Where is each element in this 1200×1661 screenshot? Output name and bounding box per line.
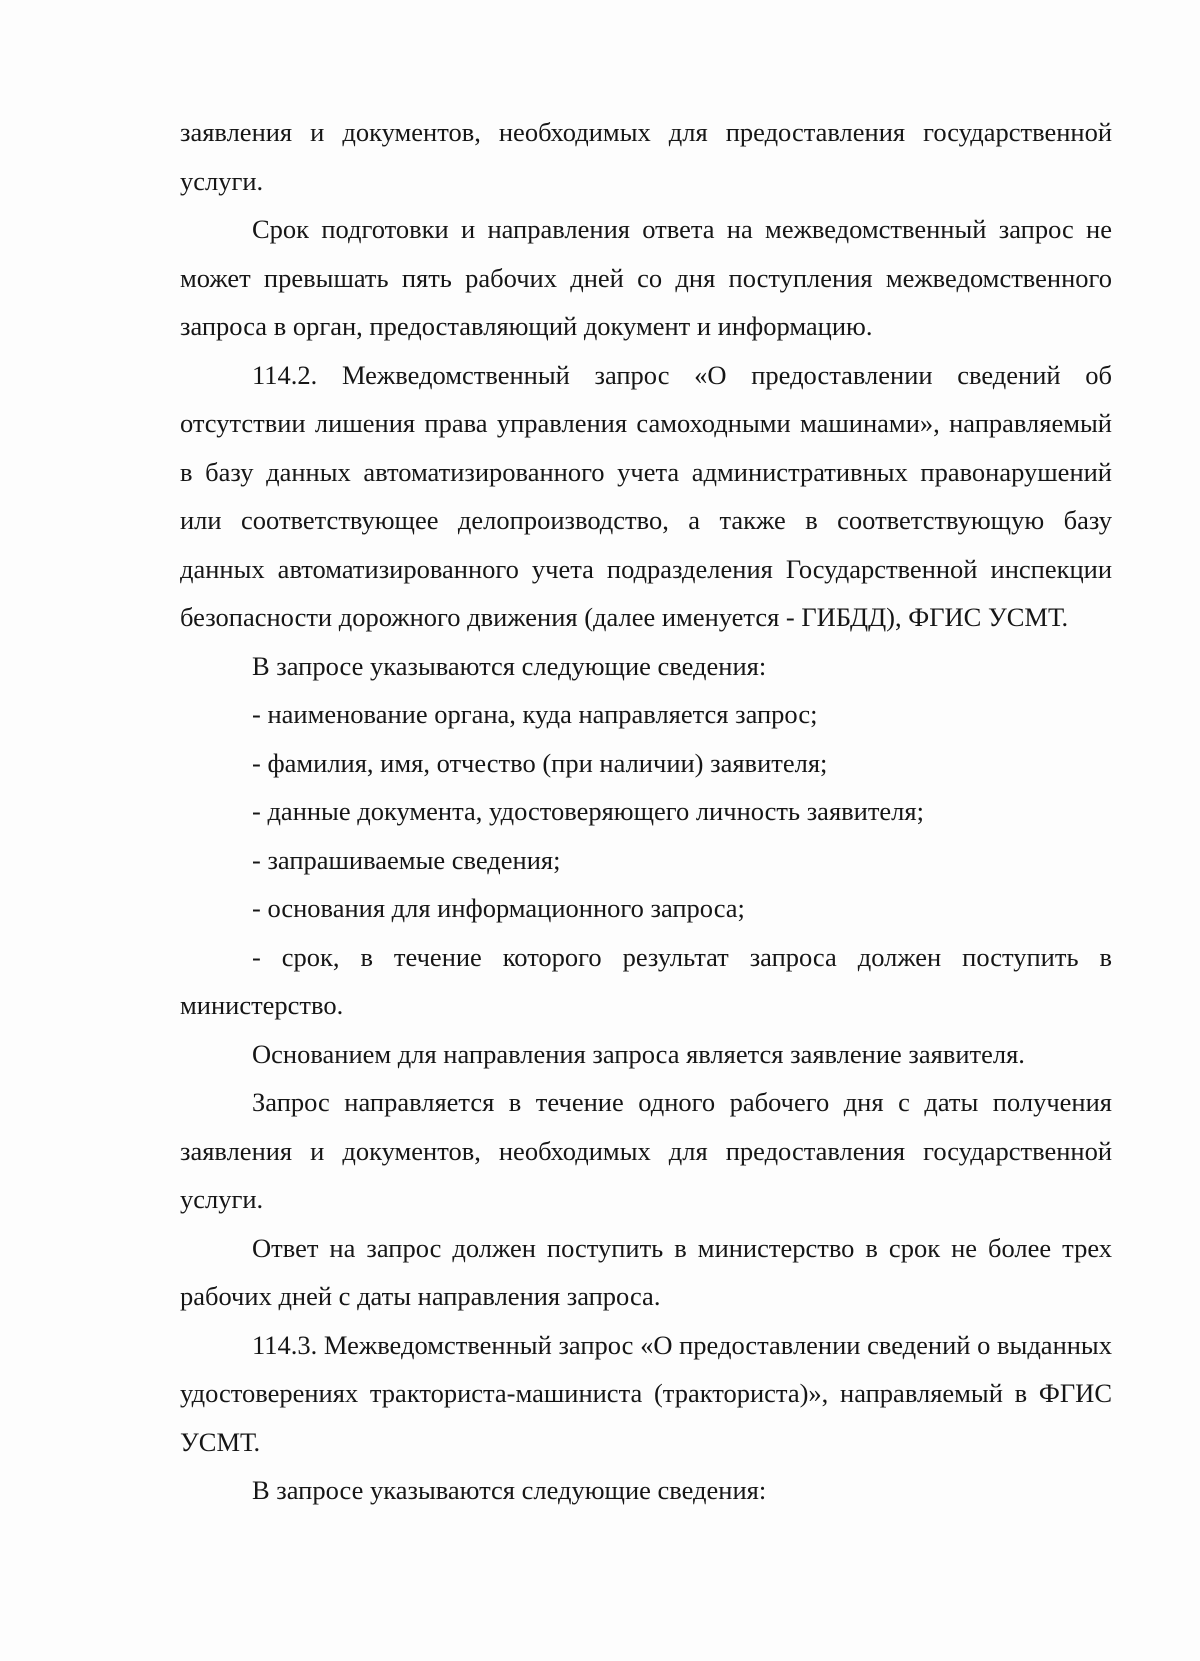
paragraph-request-contents-heading: В запросе указываются следующие сведения: [252,1475,767,1505]
paragraph-request-timing: Запрос направляется в течение одного рабочего дня с даты получения заявления и документов, необходимых для предоставления государственной услуги. [180,1087,1112,1214]
list-item: - фамилия, имя, отчество (при наличии) заявителя; [252,747,828,778]
list-item: - основания для информационного запроса; [252,893,745,923]
list-item: - данные документа, удостоверяющего личность заявителя; [252,796,924,826]
paragraph-section-114-3: 114.3. Межведомственный запрос «О предоставлении сведений о выданных удостоверениях тракториста-машиниста (тракториста)», направляемый в ФГИС УСМТ. [180,1329,1112,1457]
paragraph-response-deadline: Срок подготовки и направления ответа на межведомственный запрос не может превышать пять рабочих дней со дня поступления межведомственного запроса в орган, предоставляющий документ и информацию. [180,214,1112,341]
list-item: - срок, в течение которого результат запроса должен поступить в министерство. [180,941,1112,1020]
document-body [180,108,1112,1515]
paragraph-request-basis: Основанием для направления запроса является заявление заявителя. [252,1038,1025,1069]
paragraph-answer-timing: Ответ на запрос должен поступить в министерство в срок не более трех рабочих дней с даты направления запроса. [180,1232,1112,1311]
list-item: - наименование органа, куда направляется запрос; [252,699,818,729]
paragraph-section-114-2: 114.2. Межведомственный запрос «О предоставлении сведений об отсутствии лишения права управления самоходными машинами», направляемый в базу данных автоматизированного учета административных правонарушений или соответствующее делопроизводство, а также в соответствующую базу данных автоматизированного учета подразделения Государственной инспекции безопасности дорожного движения (далее именуется - ГИБДД), ФГИС УСМТ. [180,359,1112,632]
list-item: - запрашиваемые сведения; [252,844,561,875]
paragraph-continuation: заявления и документов, необходимых для предоставления государственной услуги. [180,117,1112,196]
paragraph-request-contents-heading: В запросе указываются следующие сведения: [252,650,767,681]
